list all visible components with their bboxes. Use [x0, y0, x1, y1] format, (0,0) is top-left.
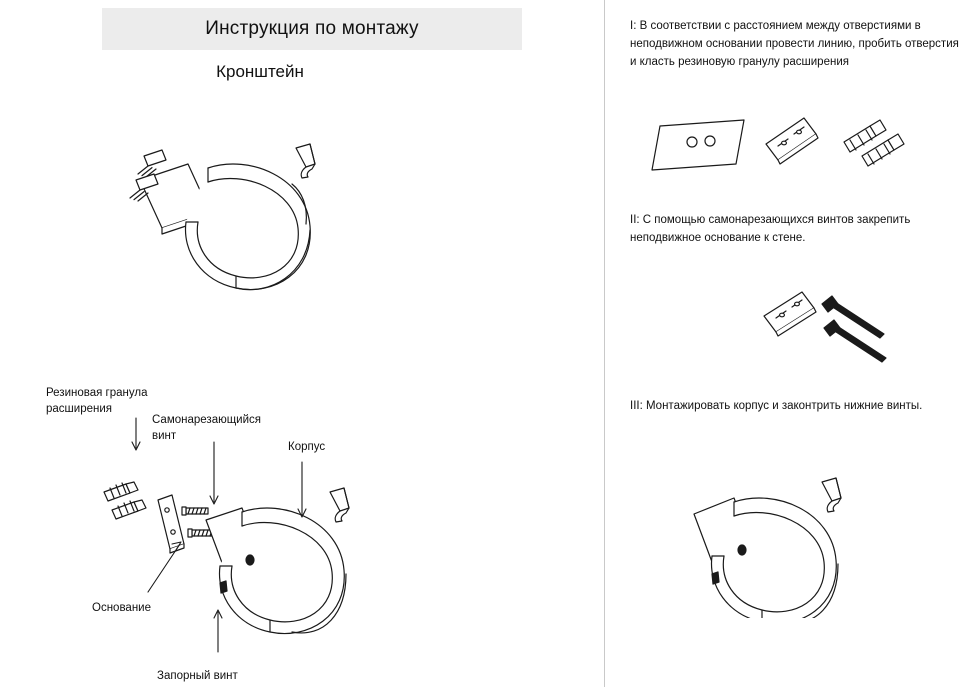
- step-3-text: III: Монтажировать корпус и законтрить нижние винты.: [630, 400, 923, 412]
- vertical-divider: [604, 0, 605, 687]
- callout-locking-screw: Запорный винт: [157, 670, 238, 682]
- step-2-text: II: С помощью самонарезающихся винтов закрепить неподвижное основание к стене.: [630, 214, 911, 244]
- callout-self-tapping-screw: Самонарезающийся винт: [152, 414, 261, 443]
- callout-rubber-granule: Резиновая гранула расширения: [46, 387, 148, 416]
- page-title: Инструкция по монтажу: [205, 18, 419, 39]
- page-subtitle: Кронштейн: [216, 62, 304, 81]
- bracket-main-illustration: [110, 120, 370, 300]
- callout-body: Корпус: [288, 441, 326, 453]
- callout-arrows: [40, 380, 380, 685]
- callout-base: Основание: [92, 602, 151, 614]
- step-2-illustration: [756, 290, 896, 372]
- step-1-text: I: В соответствии с расстоянием между отверстиями в неподвижном основании провести линию, пробить отверстия и класть резиновую гранулу расширения: [630, 20, 959, 68]
- step-1-illustration: [648, 112, 908, 174]
- step-3-illustration: [688, 468, 908, 618]
